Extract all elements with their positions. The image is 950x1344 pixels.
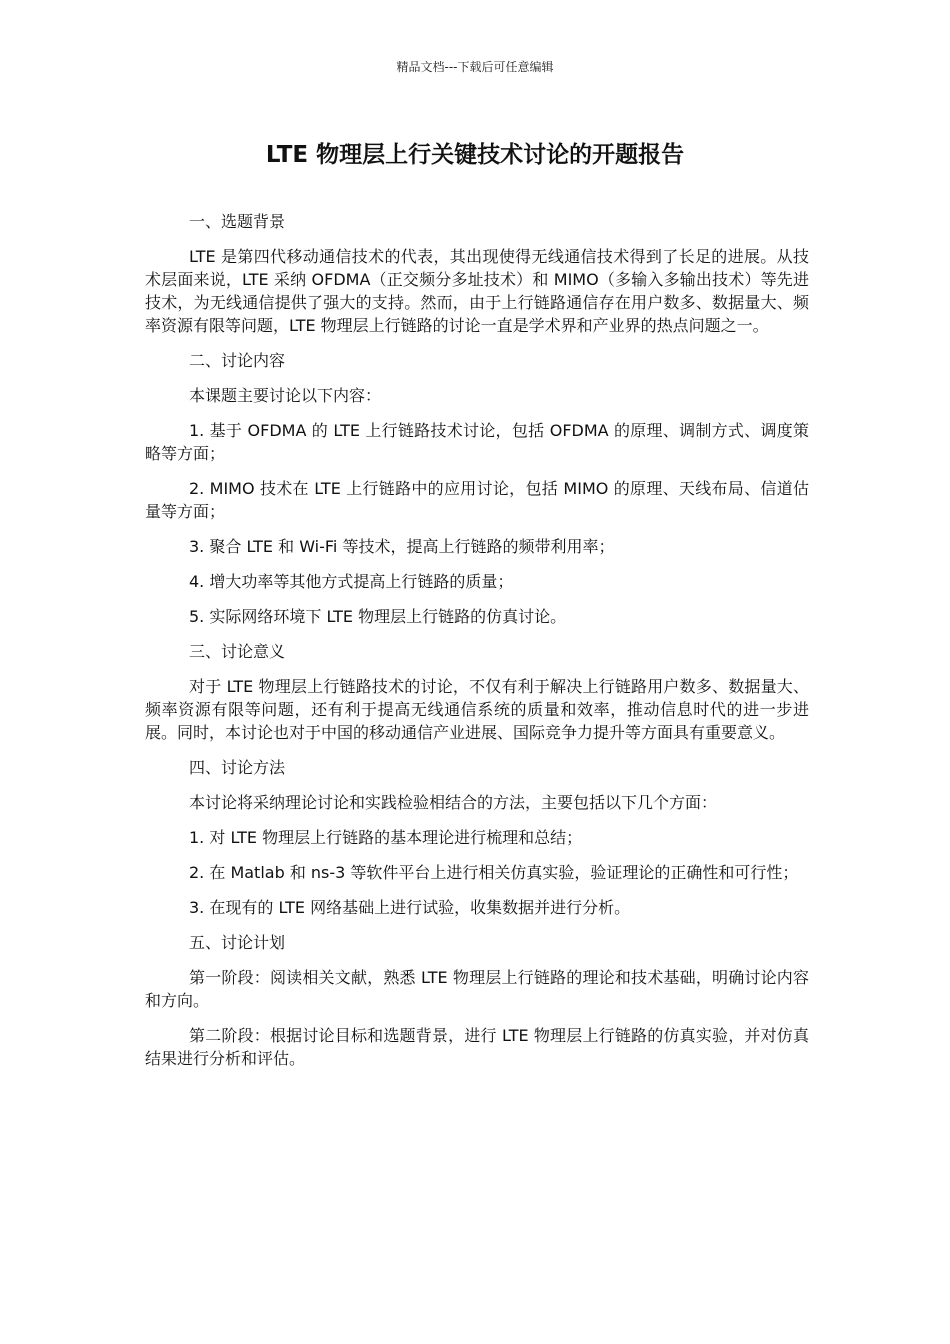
paragraph-content-intro: 本课题主要讨论以下内容： [189,386,382,405]
section-heading-plan: 五、讨论计划 [189,933,286,952]
list-item-content-2: 2. MIMO 技术在 LTE 上行链路中的应用讨论，包括 MIMO 的原理、天线布局、信道估量等方面； [145,479,809,521]
list-item-method-2: 2. 在 Matlab 和 ns-3 等软件平台上进行相关仿真实验，验证理论的正确性和可行性； [189,863,799,882]
paragraph-plan-stage-2: 第二阶段：根据讨论目标和选题背景，进行 LTE 物理层上行链路的仿真实验，并对仿真结果进行分析和评估。 [145,1026,809,1068]
list-item-content-3: 3. 聚合 LTE 和 Wi-Fi 等技术，提高上行链路的频带利用率； [189,537,615,556]
list-item-content-1: 1. 基于 OFDMA 的 LTE 上行链路技术讨论，包括 OFDMA 的原理、调制方式、调度策略等方面； [145,421,809,463]
list-item-content-5: 5. 实际网络环境下 LTE 物理层上行链路的仿真讨论。 [189,607,567,626]
document-body [145,210,809,1082]
list-item-method-3: 3. 在现有的 LTE 网络基础上进行试验，收集数据并进行分析。 [189,898,631,917]
paragraph-significance: 对于 LTE 物理层上行链路技术的讨论，不仅有利于解决上行链路用户数多、数据量大、频率资源有限等问题，还有利于提高无线通信系统的质量和效率，推动信息时代的进一步进展。同时，本讨论也对于中国的移动通信产业进展、国际竞争力提升等方面具有重要意义。 [145,677,809,742]
list-item-method-1: 1. 对 LTE 物理层上行链路的基本理论进行梳理和总结； [189,828,583,847]
section-heading-significance: 三、讨论意义 [189,642,286,661]
paragraph-background: LTE 是第四代移动通信技术的代表，其出现使得无线通信技术得到了长足的进展。从技术层面来说，LTE 采纳 OFDMA（正交频分多址技术）和 MIMO（多输入多输出技术）等先进技术，为无线通信提供了强大的支持。然而，由于上行链路通信存在用户数多、数据量大、频率资源有限等问题，LTE 物理层上行链路的讨论一直是学术界和产业界的热点问题之一。 [145,247,809,335]
section-heading-method: 四、讨论方法 [189,758,286,777]
header-note: 精品文档---下载后可任意编辑 [396,60,554,74]
section-heading-content: 二、讨论内容 [189,351,286,370]
paragraph-method-intro: 本讨论将采纳理论讨论和实践检验相结合的方法，主要包括以下几个方面： [189,793,718,812]
section-heading-background: 一、选题背景 [189,212,286,231]
document-title: LTE 物理层上行关键技术讨论的开题报告 [265,142,685,168]
paragraph-plan-stage-1: 第一阶段：阅读相关文献，熟悉 LTE 物理层上行链路的理论和技术基础，明确讨论内容和方向。 [145,968,809,1010]
list-item-content-4: 4. 增大功率等其他方式提高上行链路的质量； [189,572,514,591]
